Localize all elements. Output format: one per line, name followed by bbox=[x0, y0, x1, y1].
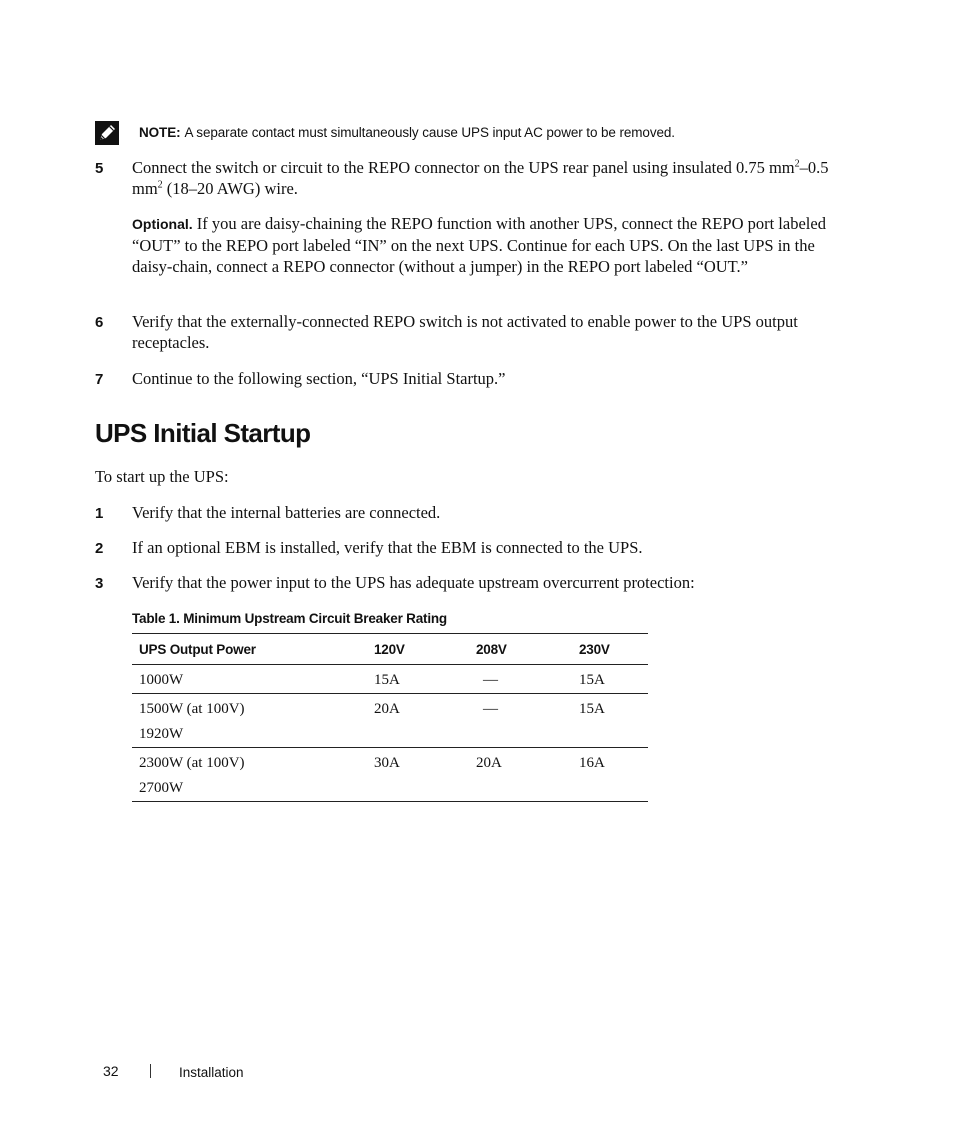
step-number: 1 bbox=[95, 505, 104, 522]
breaker-rating-table bbox=[132, 633, 648, 802]
step-text bbox=[132, 157, 852, 199]
value-cell: 15A bbox=[572, 665, 648, 694]
step-text: Continue to the following section, “UPS Initial Startup.” bbox=[132, 369, 506, 388]
dash-value: — bbox=[483, 701, 498, 717]
section-intro: To start up the UPS: bbox=[95, 467, 229, 486]
table-caption: Table 1. Minimum Upstream Circuit Breaker Rating bbox=[132, 611, 447, 626]
step-5 bbox=[95, 157, 855, 199]
step-number: 7 bbox=[95, 371, 104, 388]
optional-paragraph bbox=[132, 213, 852, 277]
note-label: NOTE: bbox=[139, 125, 181, 140]
header-cell: UPS Output Power bbox=[132, 634, 367, 665]
optional-label: Optional. bbox=[132, 216, 193, 232]
value-cell: 16A bbox=[572, 748, 648, 802]
header-cell: 230V bbox=[572, 634, 648, 665]
superscript: 2 bbox=[794, 158, 800, 170]
power-cell bbox=[132, 694, 367, 748]
startup-step-1 bbox=[95, 502, 855, 524]
step-text-part: (18–20 AWG) wire. bbox=[162, 179, 298, 198]
note-callout bbox=[95, 122, 855, 145]
step-6 bbox=[95, 311, 855, 353]
value-cell bbox=[469, 665, 572, 694]
power-value: 1920W bbox=[139, 726, 184, 742]
value-cell: 20A bbox=[469, 748, 572, 802]
step-text: Verify that the externally-connected REPO switch is not activated to enable power to the UPS output receptacles. bbox=[132, 312, 798, 352]
value-cell bbox=[469, 694, 572, 748]
power-cell bbox=[132, 665, 367, 694]
dash-value: — bbox=[483, 672, 498, 688]
step-7 bbox=[95, 368, 855, 390]
power-cell bbox=[132, 748, 367, 802]
table-row bbox=[132, 694, 648, 748]
page-number: 32 bbox=[103, 1063, 119, 1079]
step-number: 3 bbox=[95, 575, 104, 592]
optional-text: If you are daisy-chaining the REPO function with another UPS, connect the REPO port labeled “OUT” to the REPO port labeled “IN” on the next UPS. Continue for each UPS. On the last UPS in the daisy-chain, connect a REPO connector (without a jumper) in the REPO port labeled “OUT.” bbox=[132, 214, 826, 276]
startup-step-3 bbox=[95, 572, 855, 594]
table-row bbox=[132, 665, 648, 694]
step-text: If an optional EBM is installed, verify that the EBM is connected to the UPS. bbox=[132, 538, 643, 557]
step-number: 5 bbox=[95, 160, 104, 177]
pencil-note-icon bbox=[95, 121, 119, 145]
value-cell: 20A bbox=[367, 694, 469, 748]
table-row bbox=[132, 748, 648, 802]
startup-step-2 bbox=[95, 537, 855, 559]
footer-divider bbox=[150, 1064, 151, 1078]
step-text-part: Connect the switch or circuit to the REPO connector on the UPS rear panel using insulated 0.75 mm bbox=[132, 158, 795, 177]
step-text: Verify that the internal batteries are connected. bbox=[132, 503, 441, 522]
table-header-row bbox=[132, 634, 648, 665]
section-heading: UPS Initial Startup bbox=[95, 418, 311, 448]
superscript: 2 bbox=[157, 179, 163, 191]
note-text bbox=[139, 122, 675, 144]
power-value: 2300W (at 100V) bbox=[139, 755, 245, 771]
step-text-part: –0.5 mm bbox=[132, 158, 829, 198]
header-cell: 208V bbox=[469, 634, 572, 665]
step-text: Verify that the power input to the UPS has adequate upstream overcurrent protection: bbox=[132, 573, 695, 592]
power-value: 1000W bbox=[139, 672, 184, 688]
step-number: 2 bbox=[95, 540, 104, 557]
header-cell: 120V bbox=[367, 634, 469, 665]
note-body: A separate contact must simultaneously cause UPS input AC power to be removed. bbox=[184, 125, 675, 140]
value-cell: 15A bbox=[367, 665, 469, 694]
step-number: 6 bbox=[95, 314, 104, 331]
footer-section-name: Installation bbox=[179, 1065, 244, 1080]
power-value: 2700W bbox=[139, 780, 184, 796]
value-cell: 15A bbox=[572, 694, 648, 748]
value-cell: 30A bbox=[367, 748, 469, 802]
power-value: 1500W (at 100V) bbox=[139, 701, 245, 717]
